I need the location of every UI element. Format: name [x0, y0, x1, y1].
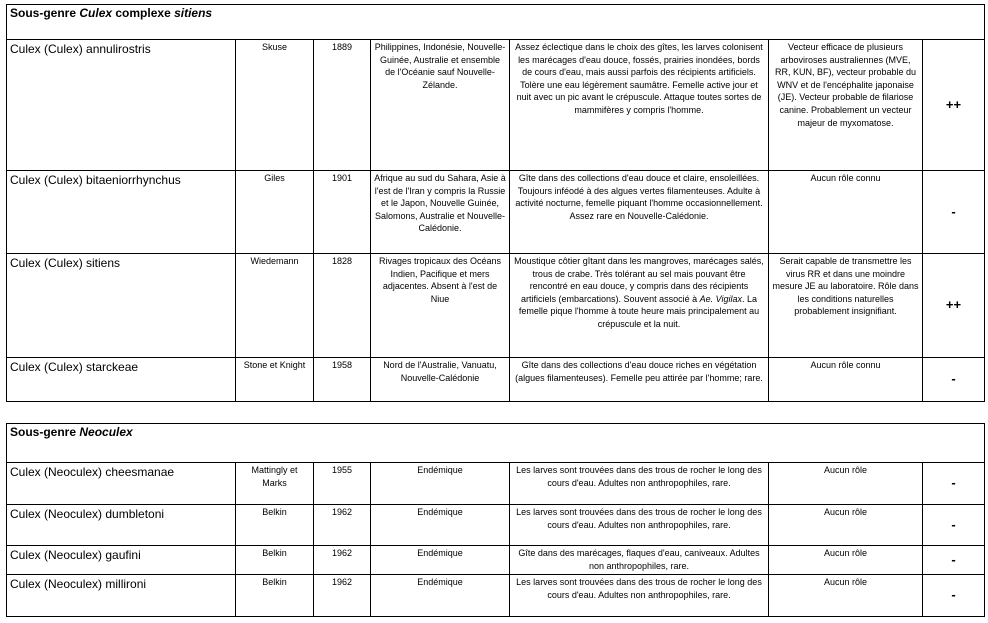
vector-role: Vecteur efficace de plusieurs arboviroses australiennes (MVE, RR, KUN, BF), vecteur probable du WNV et de l'encéphalite japonaise (JE). Vecteur probable de filariose canine. Probablement un vecteur majeur de myxomatose.: [769, 40, 923, 171]
year: 1962: [314, 505, 371, 546]
table-subgenus-culex: [6, 4, 985, 402]
distribution: Rivages tropicaux des Océans Indien, Pacifique et mers adjacentes. Absent à l'est de Niue: [371, 254, 510, 358]
year: 1962: [314, 546, 371, 575]
author: Mattingly et Marks: [236, 463, 314, 505]
table-row: [7, 505, 985, 546]
distribution: Endémique: [371, 505, 510, 546]
species-name: Culex (Neoculex) gaufini: [7, 546, 236, 575]
vector-role: Aucun rôle: [769, 575, 923, 617]
table-row: [7, 575, 985, 617]
species-name: Culex (Culex) sitiens: [7, 254, 236, 358]
ecology: Moustique côtier gîtant dans les mangroves, marécages salés, trous de crabe. Très tolérant au sel mais pouvant être rencontré en eau douce, y compris dans des récipients artificiels (embarcations). Souvent associé à Ae. Vigilax. La femelle pique l'homme à toute heure mais principalement au crépuscule et la nuit.: [510, 254, 769, 358]
year: 1828: [314, 254, 371, 358]
table-row: [7, 171, 985, 254]
table-row: [7, 358, 985, 402]
vector-role: Aucun rôle: [769, 463, 923, 505]
table-row: [7, 254, 985, 358]
species-name: Culex (Neoculex) millironi: [7, 575, 236, 617]
species-name: Culex (Neoculex) cheesmanae: [7, 463, 236, 505]
ecology: Assez éclectique dans le choix des gîtes, les larves colonisent les marécages d'eau douce, fossés, prairies inondées, bords de cours d'eau, mais aussi parfois des récipients artificiels. Tolère une eau légèrement saumâtre. Femelle active jour et nuit avec un pic avant le crépuscule. Attaque toutes sortes de mammifères y compris l'homme.: [510, 40, 769, 171]
importance: -: [923, 546, 985, 575]
vector-role: Aucun rôle: [769, 505, 923, 546]
author: Wiedemann: [236, 254, 314, 358]
ecology: Les larves sont trouvées dans des trous de rocher le long des cours d'eau. Adultes non anthropophiles, rare.: [510, 505, 769, 546]
species-name: Culex (Culex) starckeae: [7, 358, 236, 402]
importance: ++: [923, 254, 985, 358]
author: Belkin: [236, 575, 314, 617]
importance: -: [923, 463, 985, 505]
section-title: Sous-genre Neoculex: [7, 424, 985, 463]
author: Stone et Knight: [236, 358, 314, 402]
species-name: Culex (Culex) bitaeniorrhynchus: [7, 171, 236, 254]
importance: -: [923, 575, 985, 617]
distribution: Endémique: [371, 575, 510, 617]
vector-role: Aucun rôle: [769, 546, 923, 575]
author: Skuse: [236, 40, 314, 171]
distribution: Nord de l'Australie, Vanuatu, Nouvelle-Calédonie: [371, 358, 510, 402]
distribution: Endémique: [371, 463, 510, 505]
ecology: Gîte dans des collections d'eau douce riches en végétation (algues filamenteuses). Femelle peu attirée par l'homme; rare.: [510, 358, 769, 402]
year: 1962: [314, 575, 371, 617]
year: 1901: [314, 171, 371, 254]
ecology: Les larves sont trouvées dans des trous de rocher le long des cours d'eau. Adultes non anthropophiles, rare.: [510, 575, 769, 617]
distribution: Philippines, Indonésie, Nouvelle-Guinée, Australie et ensemble de l'Océanie sauf Nouvelle-Zélande.: [371, 40, 510, 171]
author: Giles: [236, 171, 314, 254]
year: 1889: [314, 40, 371, 171]
species-name: Culex (Neoculex) dumbletoni: [7, 505, 236, 546]
table-subgenus-neoculex: [6, 423, 985, 617]
year: 1955: [314, 463, 371, 505]
vector-role: Serait capable de transmettre les virus RR et dans une moindre mesure JE au laboratoire. Rôle dans les conditions naturelles probablement insignifiant.: [769, 254, 923, 358]
importance: ++: [923, 40, 985, 171]
importance: -: [923, 505, 985, 546]
ecology: Gîte dans des marécages, flaques d'eau, caniveaux. Adultes non anthropophiles, rare.: [510, 546, 769, 575]
ecology: Les larves sont trouvées dans des trous de rocher le long des cours d'eau. Adultes non anthropophiles, rare.: [510, 463, 769, 505]
table-row: [7, 463, 985, 505]
importance: -: [923, 171, 985, 254]
author: Belkin: [236, 505, 314, 546]
importance: -: [923, 358, 985, 402]
species-name: Culex (Culex) annulirostris: [7, 40, 236, 171]
distribution: Endémique: [371, 546, 510, 575]
table-row: [7, 546, 985, 575]
table-row: [7, 40, 985, 171]
section-title: Sous-genre Culex complexe sitiens: [7, 5, 985, 40]
ecology: Gîte dans des collections d'eau douce et claire, ensoleillées. Toujours inféodé à des algues vertes filamenteuses. Adulte à activité nocturne, femelle piquant l'homme occasionnellement. Assez rare en Nouvelle-Calédonie.: [510, 171, 769, 254]
distribution: Afrique au sud du Sahara, Asie à l'est de l'Iran y compris la Russie et le Japon, Nouvelle Guinée, Salomons, Australie et Nouvelle-Calédonie.: [371, 171, 510, 254]
vector-role: Aucun rôle connu: [769, 171, 923, 254]
year: 1958: [314, 358, 371, 402]
author: Belkin: [236, 546, 314, 575]
vector-role: Aucun rôle connu: [769, 358, 923, 402]
